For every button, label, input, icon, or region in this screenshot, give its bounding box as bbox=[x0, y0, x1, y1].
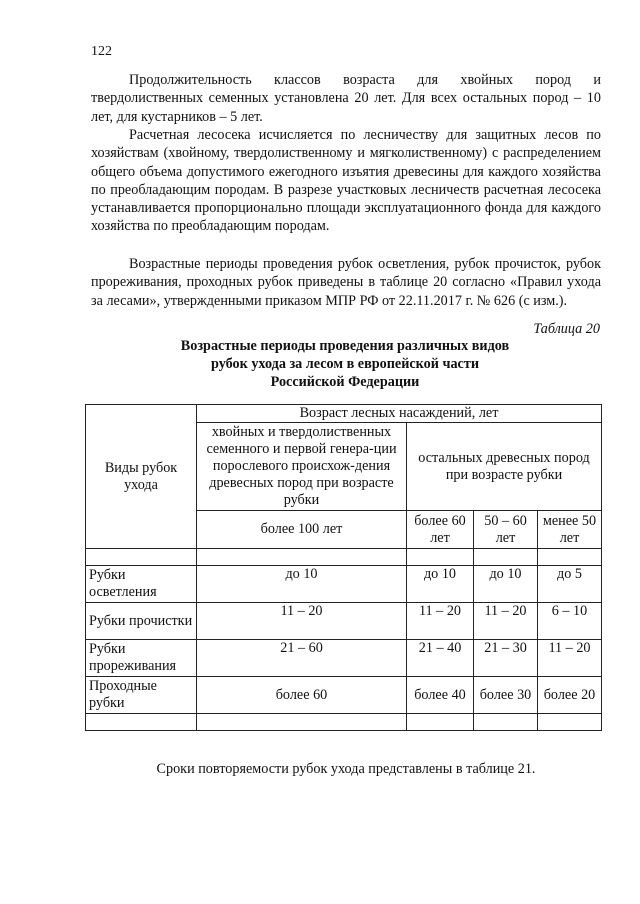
row-value: до 5 bbox=[538, 566, 602, 603]
row-value: 21 – 30 bbox=[474, 640, 538, 677]
header-cut-types: Виды рубок ухода bbox=[86, 405, 197, 549]
row-value: более 30 bbox=[474, 677, 538, 714]
footer-text: Сроки повторяемости рубок ухода представлены в таблице 21. bbox=[156, 761, 536, 777]
row-value: более 60 bbox=[197, 677, 407, 714]
row-value: 11 – 20 bbox=[474, 603, 538, 640]
table-row bbox=[86, 640, 602, 677]
row-cut-type: Рубки осветления bbox=[86, 566, 197, 603]
subheader-age: более 60 лет bbox=[407, 511, 474, 549]
table-row bbox=[86, 677, 602, 714]
row-value: 11 – 20 bbox=[538, 640, 602, 677]
row-value: 11 – 20 bbox=[407, 603, 474, 640]
age-periods-table bbox=[85, 404, 602, 731]
subheader-age: более 100 лет bbox=[197, 511, 407, 549]
paragraph-age-classes: Продолжительность классов возраста для хвойных пород и твердолиственных семенных установлена 20 лет. Для всех остальных пород – 10 лет, для кустарников – 5 лет. bbox=[91, 72, 601, 125]
table-title bbox=[120, 337, 570, 392]
table-spacer-row bbox=[86, 549, 602, 566]
table-label: Таблица 20 bbox=[533, 321, 600, 337]
subheader-age: менее 50 лет bbox=[538, 511, 602, 549]
row-cut-type: Рубки прочистки bbox=[86, 603, 197, 640]
row-value: до 10 bbox=[407, 566, 474, 603]
table-title-line: Российской Федерации bbox=[270, 374, 420, 391]
row-value: 6 – 10 bbox=[538, 603, 602, 640]
row-value: 21 – 40 bbox=[407, 640, 474, 677]
paragraph-age-periods: Возрастные периоды проведения рубок осветления, рубок прочисток, рубок прореживания, проходных рубок приведены в таблице 20 согласно «Правил ухода за лесами», утвержденными приказом МПР РФ от 22.11.2017 г. № 626 (с изм.). bbox=[91, 256, 601, 309]
header-coniferous-hardwood: хвойных и твердолиственных семенного и первой генера-ции порослевого происхож-дения древесных пород при возрасте рубки bbox=[197, 423, 407, 511]
table-spacer-row bbox=[86, 714, 602, 731]
row-value: более 40 bbox=[407, 677, 474, 714]
header-stand-age: Возраст лесных насаждений, лет bbox=[197, 405, 602, 423]
subheader-age: 50 – 60 лет bbox=[474, 511, 538, 549]
table-title-line: Возрастные периоды проведения различных видов bbox=[180, 338, 510, 354]
row-cut-type: Проходные рубки bbox=[86, 677, 197, 714]
row-value: до 10 bbox=[197, 566, 407, 603]
row-cut-type: Рубки прореживания bbox=[86, 640, 197, 677]
table-row bbox=[86, 603, 602, 640]
row-value: до 10 bbox=[474, 566, 538, 603]
row-value: 11 – 20 bbox=[197, 603, 407, 640]
page-number: 122 bbox=[91, 44, 112, 59]
table-title-line: рубок ухода за лесом в европейской части bbox=[210, 356, 480, 373]
paragraph-allowable-cut: Расчетная лесосека исчисляется по лесничеству для защитных лесов по хозяйствам (хвойному, твердолиственному и мягколиственному) с распределением общего объема допустимого ежегодного изъятия древесины для каждого хозяйства по преобладающим породам. В разрезе участковых лесничеств расчетная лесосека устанавливается пропорционально площади эксплуатационного фонда для каждого хозяйства по преобладающим породам. bbox=[91, 127, 601, 235]
row-value: 21 – 60 bbox=[197, 640, 407, 677]
header-other-species: остальных древесных пород при возрасте рубки bbox=[407, 423, 602, 511]
row-value: более 20 bbox=[538, 677, 602, 714]
table-row bbox=[86, 566, 602, 603]
